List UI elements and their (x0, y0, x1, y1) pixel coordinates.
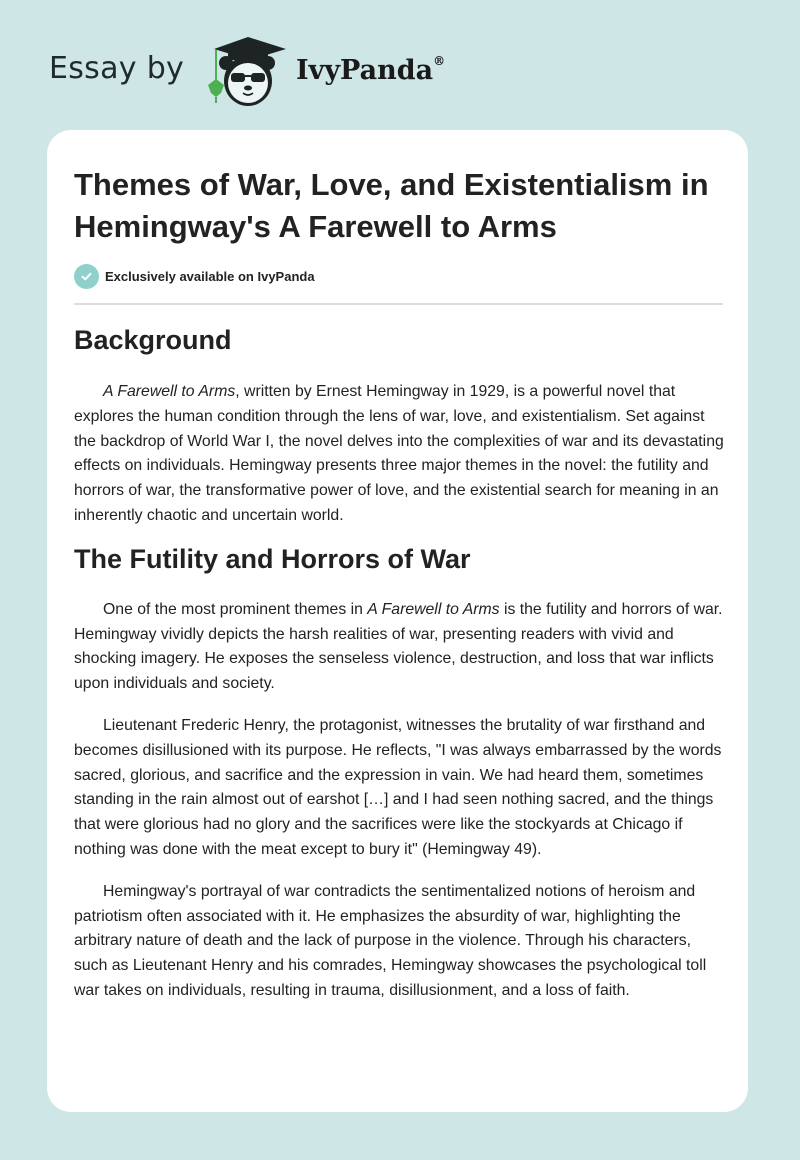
paragraph-text: One of the most prominent themes in (103, 600, 368, 618)
paragraph-text: , written by Ernest Hemingway in 1929, is a powerful novel that explores the human condition through the lens of war, love, and existentialism. Set against the backdrop of World War I, the novel delves into the complexities of war and its devastating effects on individuals. Hemingway presents three major themes in the novel: the futility and horrors of war, the transformative power of love, and the existential search for meaning in an inherently chaotic and uncertain world. (74, 383, 724, 524)
registered-mark: ® (433, 54, 446, 68)
site-header (0, 0, 800, 130)
divider (74, 303, 723, 305)
paragraph: Lieutenant Frederic Henry, the protagonist, witnesses the brutality of war firsthand and becomes disillusioned with its purpose. He reflects, "I was always embarrassed by the words sacred, glorious, and sacrifice and the expression in vain. We had heard them, sometimes standing in the rain almost out of earshot […] and I had seen nothing sacred, and the things that were glorious had no glory and the sacrifices were like the stockyards at Chicago if nothing was done with the meat except to bury it" (Hemingway 49). (74, 716, 722, 858)
book-title-italic: A Farewell to Arms (103, 383, 236, 400)
brand-name-text: IvyPanda (296, 55, 434, 86)
brand-name[interactable] (296, 55, 445, 86)
badge-text: Exclusively available on IvyPanda (105, 269, 315, 284)
essay-body (74, 322, 726, 1004)
paragraph (74, 380, 726, 529)
section-heading-background: Background (74, 325, 232, 355)
paragraph (74, 598, 726, 697)
paragraph-text: is the futility and horrors of war. Hemingway vividly depicts the harsh realities of war, presenting readers with vivid and shocking imagery. He exposes the senseless violence, destruction, and loss that war inflicts upon individuals and society. (74, 600, 723, 693)
paragraph: Hemingway's portrayal of war contradicts the sentimentalized notions of heroism and patriotism often associated with it. He emphasizes the absurdity of war, highlighting the arbitrary nature of death and the lack of purpose in the violence. Through his characters, such as Lieutenant Henry and his comrades, Hemingway showcases the psychological toll war takes on individuals, resulting in trauma, disillusionment, and a loss of faith. (74, 882, 707, 999)
essay-card (47, 130, 748, 1112)
brand-prefix: Essay by (49, 51, 185, 86)
page-title: Themes of War, Love, and Existentialism in Hemingway's A Farewell to Arms (74, 167, 709, 244)
panda-graduate-icon[interactable] (202, 35, 294, 109)
book-title-italic: A Farewell to Arms (367, 600, 500, 618)
check-circle-icon (74, 264, 99, 289)
exclusive-badge (74, 264, 315, 289)
section-heading-futility-of-war: The Futility and Horrors of War (74, 543, 471, 574)
